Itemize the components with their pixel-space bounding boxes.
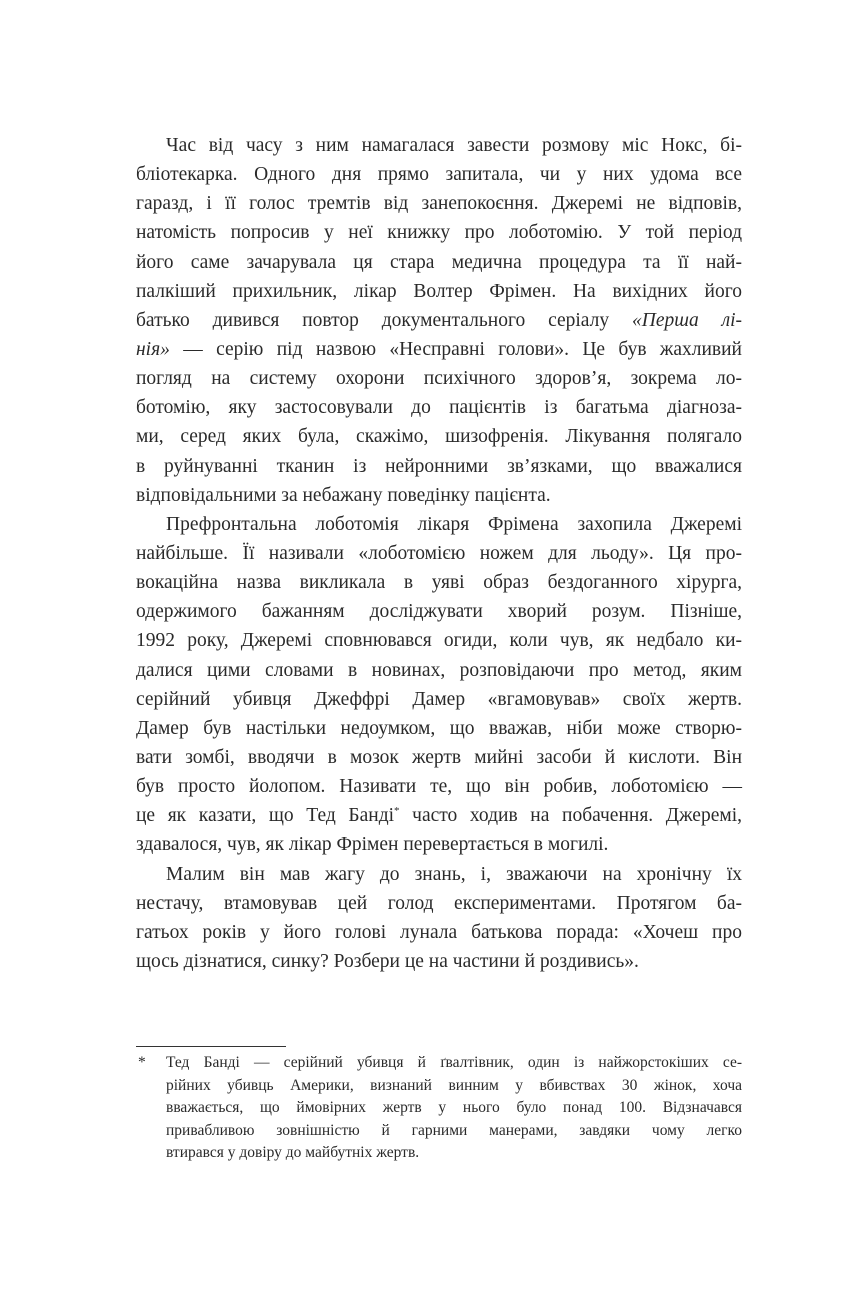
text-line [136,685,742,714]
text-segment: Малим він мав жагу до знань, і, зважаючи на хронічну їх [166,863,742,885]
text-line [166,1075,742,1098]
text-segment: — серію під назвою «Несправні голови». Це був жахливий [169,338,742,360]
text-segment: ми, серед яких була, скажімо, шизофренія. Лікування полягало [136,426,742,448]
text-segment: погляд на систему охорони психічного здоров’я, зокрема ло- [136,368,742,390]
footnote-text [166,1052,742,1165]
body-text [136,131,742,976]
text-segment: одержимого бажанням досліджувати хворий розум. Пізніше, [136,601,742,623]
text-line [136,218,742,247]
text-line [136,714,742,743]
text-line [136,422,742,451]
text-line [136,918,742,947]
text-line [136,364,742,393]
text-line [136,335,742,364]
text-segment: був просто йолопом. Називати те, що він робив, лоботомією — [136,776,742,798]
italic-text: «Перша лі- [631,309,742,331]
text-line [136,131,742,160]
text-segment: привабливою зовнішністю й гарними манерами, завдяки чому легко [166,1121,742,1139]
text-segment: вокаційна назва викликала в уяві образ бездоганного хірурга, [136,572,742,594]
italic-text: нія» [136,338,170,360]
text-segment: ботомію, яку застосовували до пацієнтів із багатьма діагноза- [136,397,742,419]
text-line [166,1097,742,1120]
text-segment: серійний убивця Джеффрі Дамер «вгамовував» своїх жертв. [136,688,742,710]
text-line [136,860,742,889]
text-segment: палкіший прихильник, лікар Волтер Фрімен. На вихідних його [136,280,742,302]
text-segment: Час від часу з ним намагалася завести розмову міс Нокс, бі- [166,135,742,156]
footnote-reference[interactable]: * [394,805,400,818]
text-segment: Тед Банді — серійний убивця й ґвалтівник, один із найжорстокіших се- [166,1054,742,1071]
text-line [136,510,742,539]
text-segment: найбільше. Її називали «лоботомією ножем для льоду». Ця про- [136,542,742,564]
text-line [136,656,742,685]
text-segment: вати зомбі, вводячи в мозок жертв мийні засоби й кислоти. Він [136,746,742,768]
text-segment: часто ходив на побачення. Джеремі, [399,805,742,827]
text-segment: його саме зачарувала ця стара медична процедура та її най- [136,251,742,273]
text-line [136,539,742,568]
text-segment: Префронтальна лоботомія лікаря Фрімена захопила Джеремі [166,513,742,535]
text-segment: нестачу, втамовував цей голод експериментами. Протягом ба- [136,892,742,914]
text-line [166,1120,742,1143]
text-line [136,452,742,481]
text-segment: 1992 року, Джеремі сповнювався огиди, коли чув, як недбало ки- [136,630,742,652]
footnote-mark: * [138,1054,146,1071]
text-line [166,1052,742,1075]
text-segment: здавалося, чув, як лікар Фрімен перевертається в могилі. [136,834,609,856]
text-line [136,889,742,918]
text-line [136,189,742,218]
text-segment: відповідальними за небажану поведінку пацієнта. [136,484,551,506]
text-line [136,393,742,422]
footnote [136,1052,742,1165]
text-line [136,277,742,306]
text-segment: рійних убивць Америки, визнаний винним у вбивствах 30 жінок, хоча [166,1076,742,1094]
text-line [136,801,742,830]
text-segment: батько дивився повтор документального серіалу [136,309,632,331]
text-line [136,568,742,597]
text-line [136,626,742,655]
text-line [136,743,742,772]
text-segment: далися цими словами в новинах, розповідаючи про метод, яким [136,659,742,681]
text-segment: щось дізнатися, синку? Розбери це на частини й роздивись». [136,950,639,972]
text-segment: втирався у довіру до майбутніх жертв. [166,1144,420,1161]
text-line [136,306,742,335]
text-segment: вважається, що ймовірних жертв у нього було понад 100. Відзначався [166,1099,742,1116]
text-segment: Дамер був настільки недоумком, що вважав, ніби може створю- [136,717,742,739]
text-line [136,947,742,976]
text-line [136,772,742,801]
text-line [136,597,742,626]
text-line [136,248,742,277]
text-segment: це як казати, що Тед Банді [136,805,395,827]
footnote-divider [136,1046,286,1047]
text-segment: гаразд, і її голос тремтів від занепокоєння. Джеремі не відповів, [136,193,742,215]
text-line [166,1142,742,1165]
text-segment: гатьох років у його голові лунала батькова порада: «Хочеш про [136,921,742,943]
text-segment: в руйнуванні тканин із нейронними зв’язками, що вважалися [136,455,742,477]
text-line [136,160,742,189]
text-segment: натомість попросив у неї книжку про лоботомію. У той період [136,222,742,244]
text-segment: бліотекарка. Одного дня прямо запитала, чи у них удома все [136,164,742,186]
text-line [136,830,742,859]
text-line [136,481,742,510]
